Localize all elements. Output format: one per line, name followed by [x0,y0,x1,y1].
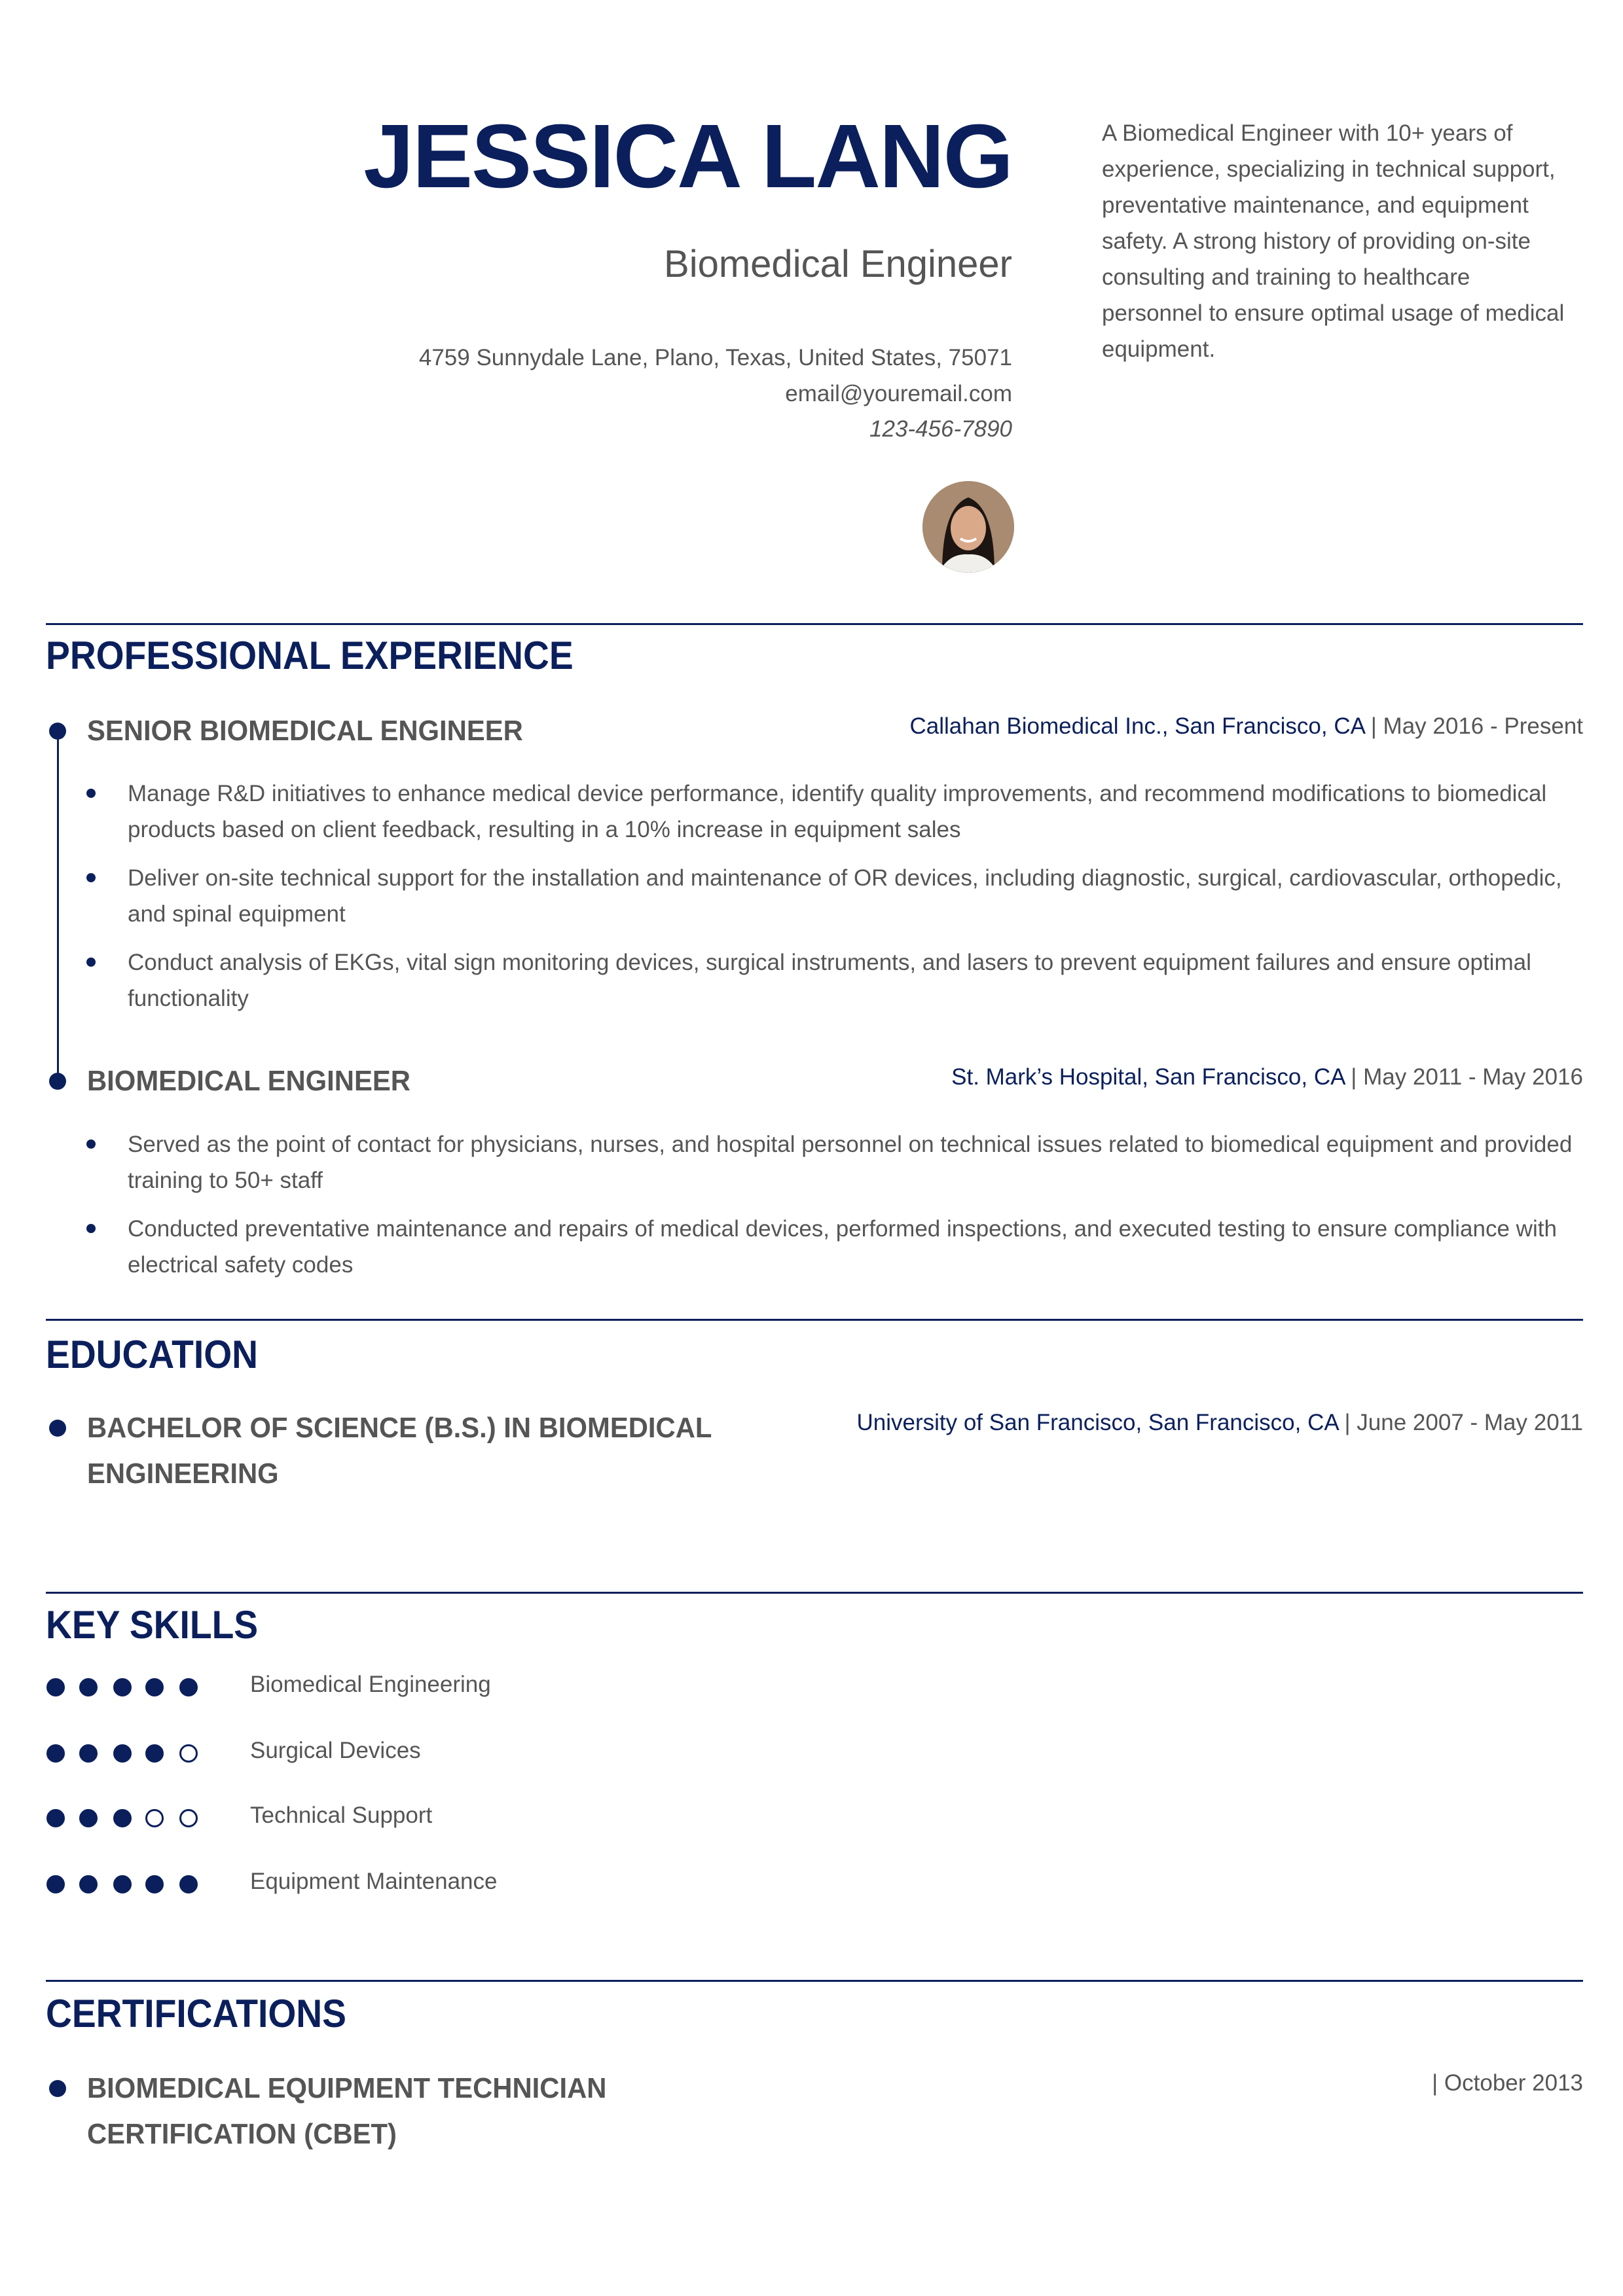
skill-label: Technical Support [250,1803,433,1828]
skill-dot-filled-icon [145,1875,164,1893]
employer: St. Mark’s Hospital, San Francisco, CA [951,1064,1345,1090]
skill-dot-filled-icon [113,1744,132,1763]
skill-dot-empty-icon [179,1744,198,1763]
skill-dot-filled-icon [79,1809,98,1827]
skill-dot-empty-icon [145,1809,164,1827]
skill-dot-filled-icon [113,1875,132,1893]
skill-dot-filled-icon [179,1875,198,1893]
divider [46,1980,1583,1982]
timeline-dot [49,1420,66,1437]
degree [87,1405,712,1497]
skill-dot-filled-icon [79,1875,98,1893]
job-title: BIOMEDICAL ENGINEER [87,1065,410,1097]
job-title: Biomedical Engineer [664,243,1012,285]
degree-line-2: ENGINEERING [87,1458,279,1490]
skill-label: Surgical Devices [250,1738,421,1763]
employer: Callahan Biomedical Inc., San Francisco, CA [909,713,1365,739]
section-heading-certifications: CERTIFICATIONS [46,1992,346,2036]
job-title: SENIOR BIOMEDICAL ENGINEER [87,715,523,747]
school: University of San Francisco, San Francisco, CA [856,1410,1338,1435]
list-item: Conduct analysis of EKGs, vital sign monitoring devices, surgical instruments, and lasers to prevent equipment failures and ensure optimal functionality [128,950,1531,1011]
timeline-line [57,731,59,1081]
candidate-name: JESSICA LANG [363,106,1012,207]
skill-label: Biomedical Engineering [250,1672,491,1697]
certification-dates: | October 2013 [1432,2070,1583,2096]
section-heading-skills: KEY SKILLS [46,1603,259,1647]
skill-dot-empty-icon [179,1809,198,1827]
phone: 123-456-7890 [869,416,1012,442]
job-meta [910,713,1583,740]
job-dates: | May 2011 - May 2016 [1344,1064,1583,1090]
timeline-dot [49,1073,66,1090]
skill-dot-filled-icon [113,1678,132,1696]
email[interactable]: email@youremail.com [785,381,1012,406]
skill-dot-filled-icon [113,1809,132,1827]
job-meta [951,1064,1583,1090]
address: 4759 Sunnydale Lane, Plano, Texas, United States, 75071 [418,345,1012,370]
skill-dot-filled-icon [79,1678,98,1696]
cert-line-1: BIOMEDICAL EQUIPMENT TECHNICIAN [87,2072,607,2104]
certification-name [87,2066,606,2157]
skill-dot-filled-icon [145,1678,164,1696]
divider [46,623,1583,625]
profile-photo [922,481,1014,573]
timeline-dot [49,723,66,740]
skill-dot-filled-icon [145,1744,164,1763]
job-dates: | May 2016 - Present [1364,713,1583,739]
bullet-icon [86,1139,96,1149]
list-item: Conducted preventative maintenance and repairs of medical devices, performed inspections, and executed testing to ensure compliance with electrical safety codes [128,1216,1557,1278]
bullet-icon [86,789,96,798]
list-item: Deliver on-site technical support for the installation and maintenance of OR devices, including diagnostic, surgical, cardiovascular, orthopedic, and spinal equipment [128,865,1562,927]
cert-line-2: CERTIFICATION (CBET) [87,2118,397,2150]
list-item: Served as the point of contact for physicians, nurses, and hospital personnel on technical issues related to biomedical equipment and provided training to 50+ staff [128,1132,1573,1193]
divider [46,1592,1583,1594]
summary: A Biomedical Engineer with 10+ years of experience, specializing in technical support, preventative maintenance, and equipment safety. A strong history of providing on-site consulting and training to healthcare personnel to ensure optimal usage of medical equipment. [1102,120,1565,362]
degree-line-1: BACHELOR OF SCIENCE (B.S.) IN BIOMEDICAL [87,1412,712,1444]
divider [46,1319,1583,1321]
list-item: Manage R&D initiatives to enhance medical device performance, identify quality improvements, and recommend modifications to biomedical products based on client feedback, resulting in a 10% increase in equipment sales [128,781,1547,842]
bullet-icon [86,1224,96,1233]
education-dates: | June 2007 - May 2011 [1338,1410,1583,1435]
skill-dot-filled-icon [46,1809,65,1827]
skill-dot-filled-icon [46,1678,65,1696]
section-heading-education: EDUCATION [46,1333,259,1376]
skill-dot-filled-icon [179,1678,198,1696]
skill-dot-filled-icon [46,1875,65,1893]
skill-label: Equipment Maintenance [250,1869,498,1894]
bullet-icon [86,873,96,882]
bullet-icon [86,958,96,967]
skill-dot-filled-icon [46,1744,65,1763]
timeline-dot [49,2080,66,2097]
section-heading-experience: PROFESSIONAL EXPERIENCE [46,634,574,677]
skill-dot-filled-icon [79,1744,98,1763]
education-meta [856,1410,1583,1436]
